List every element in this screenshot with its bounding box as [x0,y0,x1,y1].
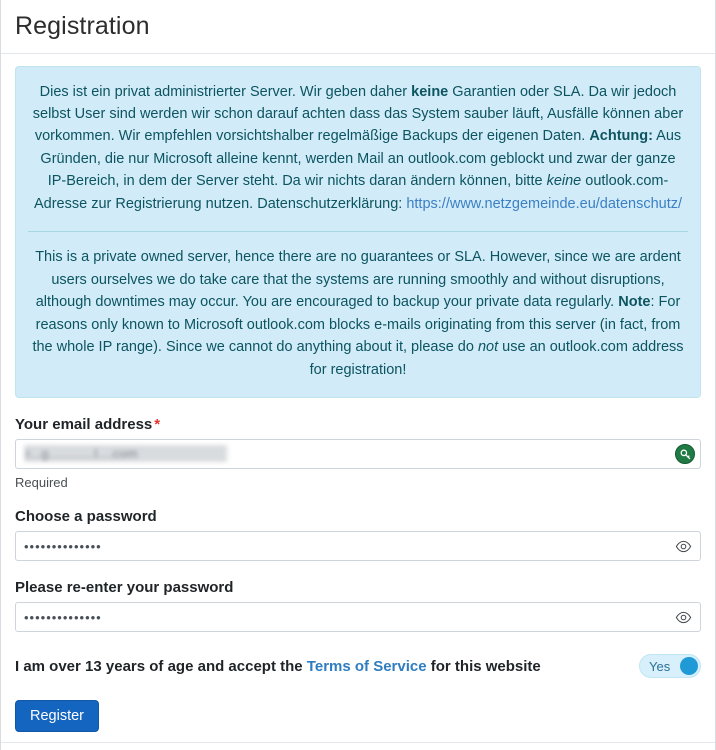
password-confirm-input-row [15,602,701,632]
notice-en-italic1: not [477,339,499,356]
notice-de-part2: Garantien oder SLA. Da wir jedoch selbst User sind werden wir schon darauf achten dass das System sauber läuft, Ausfälle können aber vorkommen. Wir empfehlen vorsichtshalber regelmäßige Backups der eigenen Daten. [32,83,684,145]
notice-de-bold2: Achtung: [589,128,653,145]
password-confirm-input[interactable] [15,602,701,632]
registration-form [1,54,715,733]
notice-en-part3: use an outlook.com address for registration! [309,339,684,378]
email-value-obscured: r...g............l....com [24,445,229,462]
terms-of-service-link[interactable]: Terms of Service [306,657,427,675]
privacy-policy-link[interactable]: https://www.netzgemeinde.eu/datenschutz/ [406,195,683,212]
terms-text-after: for this website [426,657,541,675]
notice-de-italic1: keine [546,173,582,190]
eye-icon[interactable] [673,536,693,556]
terms-text [15,658,541,675]
password-input-row [15,531,701,561]
notice-de-part1: Dies ist ein privat administrierter Server. Wir geben daher [39,83,412,100]
notice-en-bold1: Note [618,294,651,311]
notice-en-part2: : For reasons only known to Microsoft outlook.com blocks e-mails originating from this server (in fact, from the whole IP range). Since we cannot do anything about it, please do [32,294,681,356]
terms-text-before: I am over 13 years of age and accept the [15,657,307,675]
email-required-marker: * [154,416,161,434]
terms-toggle-label: Yes [649,658,671,674]
notice-english [32,246,684,381]
notice-german [32,81,684,216]
notice-en-part1: This is a private owned server, hence there are no guarantees or SLA. However, since we are ardent users ourselves we do take care that the systems are running smoothly and without disruptions, although downtimes may occur. You are encouraged to backup your private data regularly. [35,249,681,311]
notice-de-bold1: keine [411,83,449,100]
email-label-text: Your email address [15,416,153,434]
register-button[interactable]: Register [15,700,99,732]
eye-icon[interactable] [673,607,693,627]
terms-row [15,654,701,678]
email-label [15,416,701,433]
password-confirm-label: Please re-enter your password [15,579,234,597]
terms-toggle-knob[interactable] [680,657,698,675]
submit-row [15,700,701,732]
notice-de-part4: outlook.com-Adresse zur Registrierung nutzen. Datenschutzerklärung: [33,173,669,212]
notice-divider [28,231,688,232]
password-label: Choose a password [15,508,157,526]
email-help-text: Required [15,475,68,491]
footer-divider [1,742,715,743]
password-input[interactable] [15,531,701,561]
server-notice [15,66,701,399]
key-icon[interactable] [675,444,695,464]
notice-de-part3: Aus Gründen, die nur Microsoft alleine kennt, werden Mail an outlook.com geblockt und zwar der ganze IP-Bereich, in dem der Server steht. Da wir nichts daran ändern können, bitte [40,128,682,190]
page-title: Registration [1,0,715,54]
terms-accept-toggle[interactable] [639,654,701,678]
email-input-row [15,439,701,469]
